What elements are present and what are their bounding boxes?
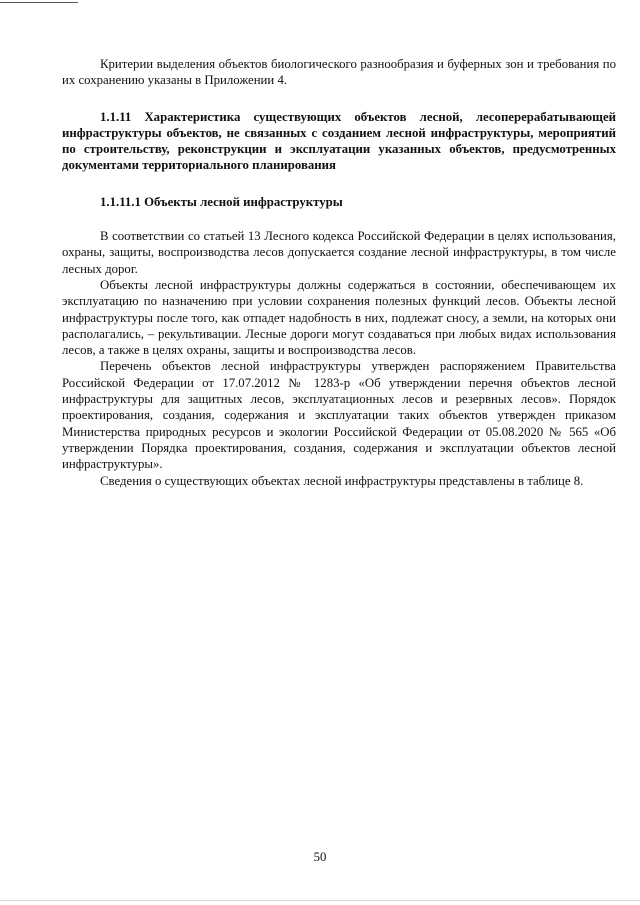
body-paragraph-2: Объекты лесной инфраструктуры должны содержаться в состоянии, обеспечивающем их эксплуатацию по назначению при условии сохранения полезных функций лесов. Объекты лесной инфраструктуры после того, как отпадет надобность в них, подлежат сносу, а земли, на которых они располагались, – рекультивации. Лесные дороги могут создаваться при любых видах использования лесов, а также в целях охраны, защиты и воспроизводства лесов. (62, 277, 616, 358)
body-paragraph-4: Сведения о существующих объектах лесной инфраструктуры представлены в таблице 8. (100, 473, 584, 488)
intro-paragraph: Критерии выделения объектов биологического разнообразия и буферных зон и требования по их сохранению указаны в Приложении 4. (62, 57, 616, 88)
page-number: 50 (313, 850, 327, 864)
body-paragraph-3: Перечень объектов лесной инфраструктуры утвержден распоряжением Правительства Российской Федерации от 17.07.2012 № 1283-р «Об утверждении перечня объектов лесной инфраструктуры для защитных лесов, эксплуатационных лесов и резервных лесов». Порядок проектирования, создания, содержания и эксплуатации таких объектов утвержден приказом Министерства природных ресурсов и экологии Российской Федерации от 05.08.2020 № 565 «Об утверждении Порядка проектирования, создания, содержания и эксплуатации объектов лесной инфраструктуры». (62, 359, 616, 472)
section-heading: 1.1.11 Характеристика существующих объектов лесной, лесоперерабатывающей инфраструктуры объектов, не связанных с созданием лесной инфраструктуры, мероприятий по строительству, реконструкции и эксплуатации указанных объектов, предусмотренных документами территориального планирования (62, 109, 616, 173)
scan-edge-line (0, 2, 78, 3)
page-body (62, 56, 616, 489)
scan-bottom-edge (0, 900, 640, 901)
subsection-heading: 1.1.11.1 Объекты лесной инфраструктуры (100, 194, 343, 209)
body-paragraph-1: В соответствии со статьей 13 Лесного кодекса Российской Федерации в целях использования, охраны, защиты, воспроизводства лесов допускается создание лесной инфраструктуры, в том числе лесных дорог. (62, 229, 616, 276)
